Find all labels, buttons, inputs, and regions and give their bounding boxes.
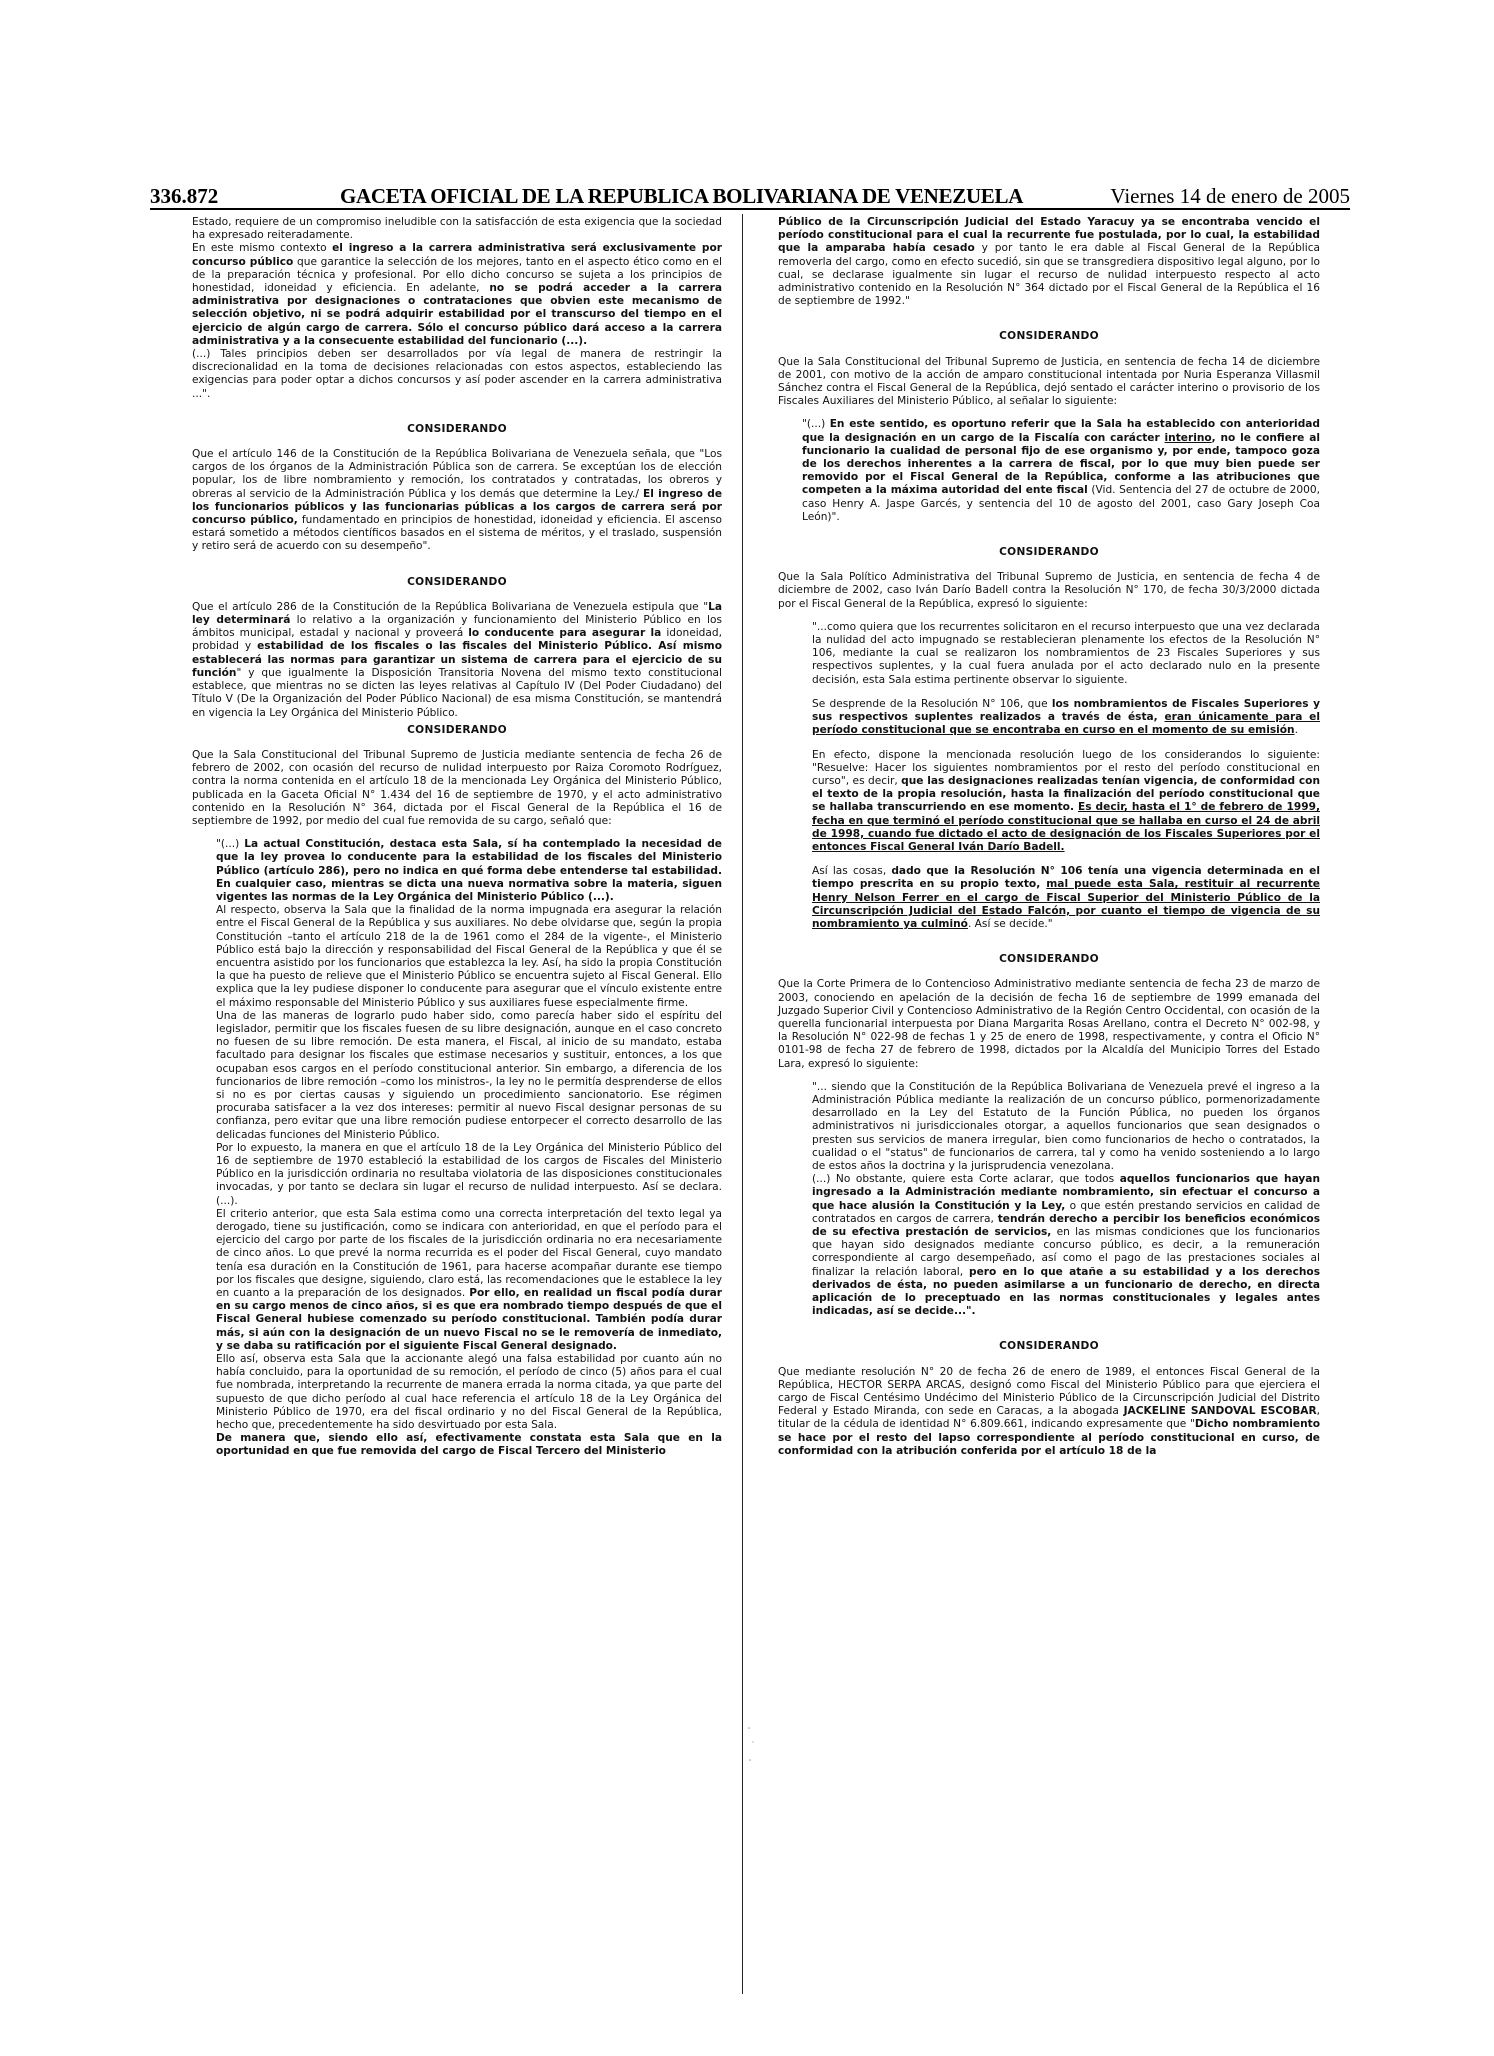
column-divider <box>742 214 743 1994</box>
considerando-heading: CONSIDERANDO <box>999 953 1099 966</box>
quote-paragraph: Por lo expuesto, la manera en que el artículo 18 de la Ley Orgánica del Ministerio Público del 16 de septiembre de 1970 estableció la estabilidad de los cargos de Fiscales del Ministerio Público en la jurisdicción ordinaria no resultaba violatoria de las disposiciones constitucionales invocadas, y por tanto se declara sin lugar el recurso de nulidad interpuesto. Así se declara. (...). <box>216 1141 722 1207</box>
paragraph: En este mismo contexto el ingreso a la carrera administrativa será exclusivamente por concurso público que garantice la selección de los mejores, tanto en el aspecto ético como en el de la preparación técnica y profesional. Por ello dicho concurso se sujeta a los principios de honestidad, idoneidad y eficiencia. En adelante, no se podrá acceder a la carrera administrativa por designaciones o contrataciones que obvien este mecanismo de selección objetivo, ni se podrá adquirir estabilidad por el transcurso del tiempo en el ejercicio de algún cargo de carrera. Sólo el concurso público dará acceso a la carrera administrativa y a la consecuente estabilidad del funcionario (...). <box>192 242 722 347</box>
paragraph: Que la Sala Constitucional del Tribunal Supremo de Justicia mediante sentencia de fecha 26 de febrero de 2002, con ocasión del recurso de nulidad interpuesto por Raiza Coromoto Rodríguez, contra la norma contenida en el artículo 18 de la mencionada Ley Orgánica del Ministerio Público, publicada en la Gaceta Oficial N° 1.434 del 16 de septiembre de 1970, y el acto administrativo contenido en la Resolución N° 364, dictada por el Fiscal General de la República el 16 de septiembre de 1992, por medio del cual fue removida de su cargo, señaló que: <box>192 748 722 827</box>
page-header <box>150 184 1350 210</box>
considerando-heading: CONSIDERANDO <box>407 422 507 435</box>
quoted-ruling <box>812 621 1320 931</box>
considerando-heading: CONSIDERANDO <box>999 546 1099 559</box>
quote-paragraph: En efecto, dispone la mencionada resolución luego de los considerandos lo siguiente: "Resuelve: Hacer los siguientes nombramientos por el resto del período constitucional en curso", es decir, que las designaciones realizadas tenían vigencia, de conformidad con el texto de la propia resolución, hasta la finalización del período constitucional que se hallaba transcurriendo en ese momento. Es decir, hasta el 1° de febrero de 1999, fecha en que terminó el período constitucional que se hallaba en curso el 24 de abril de 1998, cuando fue dictado el acto de designación de los Fiscales Superiores por el entonces Fiscal General Iván Darío Badell. <box>812 748 1320 853</box>
paragraph: Público de la Circunscripción Judicial del Estado Yaracuy ya se encontraba vencido el período constitucional para el cual la recurrente fue postulada, por lo cual, la estabilidad que la amparaba había cesado y por tanto le era dable al Fiscal General de la República removerla del cargo, como en efecto sucedió, sin que se transgrediera dispositivo legal alguno, por lo cual, se declarase igualmente sin lugar el recurso de nulidad interpuesto respecto al acto administrativo contenido en la Resolución N° 364 dictado por el Fiscal General de la República el 16 de septiembre de 1992." <box>778 216 1321 308</box>
quote-paragraph: "(...) En este sentido, es oportuno referir que la Sala ha establecido con anterioridad que la designación en un cargo de la Fiscalía con carácter interino, no le confiere al funcionario la cualidad de personal fijo de ese organismo y, por ende, tampoco goza de los derechos inherentes a la carrera de fiscal, por lo que muy bien puede ser removido por el Fiscal General de la República, conforme a las atribuciones que competen a la máxima autoridad del ente fiscal (Vid. Sentencia del 27 de octubre de 2000, caso Henry A. Jaspe Garcés, y sentencia del 10 de agosto del 2001, caso Gary Joseph Coa León)". <box>802 418 1321 523</box>
left-column <box>192 216 722 1459</box>
considerando-heading: CONSIDERANDO <box>407 575 507 588</box>
considerando-heading: CONSIDERANDO <box>999 1340 1099 1353</box>
header-rule <box>150 208 1350 210</box>
quote-paragraph: Al respecto, observa la Sala que la finalidad de la norma impugnada era asegurar la relación entre el Fiscal General de la República y sus auxiliares. No debe olvidarse que, según la propia Constitución –tanto el artículo 218 de la de 1961 como el 284 de la vigente-, el Ministerio Público está bajo la dirección y responsabilidad del Fiscal General de la República y que él se encuentra asistido por los funcionarios que establezca la ley. Así, ha sido la propia Constitución la que ha puesto de relieve que el Ministerio Público se encuentra sujeto al Fiscal General. Ello explica que la ley pudiese disponer lo conducente para asegurar que el vínculo existente entre el máximo responsable del Ministerio Público y sus auxiliares fuese especialmente firme. <box>216 904 722 1009</box>
quoted-ruling <box>802 418 1320 524</box>
quote-paragraph: Ello así, observa esta Sala que la accionante alegó una falsa estabilidad por cuanto aún no había concluido, para la oportunidad de su remoción, el período de cinco (5) años para el cual fue nombrada, interpretando la recurrente de manera errada la norma citada, ya que parte del supuesto de que dicho período al cual hace referencia el artículo 18 de la Ley Orgánica del Ministerio Público de 1970, era del fiscal ordinario y no del Fiscal General de la República, hecho que, precedentemente ha sido desvirtuado por esta Sala. <box>216 1353 722 1432</box>
paragraph: Estado, requiere de un compromiso ineludible con la satisfacción de esta exigencia que la sociedad ha expresado reiteradamente. <box>192 216 722 242</box>
issue-date: Viernes 14 de enero de 2005 <box>1110 184 1350 208</box>
quote-paragraph: De manera que, siendo ello así, efectivamente constata esta Sala que en la oportunidad en que fue removida del cargo de Fiscal Tercero del Ministerio <box>216 1432 722 1458</box>
quote-paragraph: "(...) La actual Constitución, destaca esta Sala, sí ha contemplado la necesidad de que la ley provea lo conducente para la estabilidad de los fiscales del Ministerio Público (artículo 286), pero no indica en qué forma debe entenderse tal estabilidad. En cualquier caso, mientras se dicta una nueva normativa sobre la materia, siguen vigentes las normas de la Ley Orgánica del Ministerio Público (...). <box>216 838 722 903</box>
quote-paragraph: Se desprende de la Resolución N° 106, que los nombramientos de Fiscales Superiores y sus respectivos suplentes realizados a través de ésta, eran únicamente para el período constitucional que se encontraba en curso en el momento de su emisión. <box>812 697 1321 737</box>
quote-paragraph: "...como quiera que los recurrentes solicitaron en el recurso interpuesto que una vez declarada la nulidad del acto impugnado se restablecieran plenamente los efectos de la Resolución N° 106, mediante la cual se realizaron los nombramientos de 23 Fiscales Superiores y sus respectivos suplentes, y la cual fuera anulada por el acto declarado nulo en la presente decisión, esta Sala estima pertinente observar lo siguiente. <box>812 620 1320 686</box>
paragraph: Que la Sala Político Administrativa del Tribunal Supremo de Justicia, en sentencia de fecha 4 de diciembre de 2002, caso Iván Darío Badell contra la Resolución N° 170, de fecha 30/3/2000 dictada por el Fiscal General de la República, expresó lo siguiente: <box>778 571 1320 610</box>
paragraph: (...) Tales principios deben ser desarrollados por vía legal de manera de restringir la discrecionalidad en la toma de decisiones relacionadas con estos aspectos, estableciendo las exigencias para poder optar a dichos concursos y así poder ascender en la carrera administrativa ...". <box>192 348 722 400</box>
quote-paragraph: (...) No obstante, quiere esta Corte aclarar, que todos aquellos funcionarios que hayan ingresado a la Administración mediante nombramiento, sin efectuar el concurso a que hace alusión la Constitución y la Ley, o que estén prestando servicios en calidad de contratados en cargos de carrera, tendrán derecho a percibir los beneficios económicos de su efectiva prestación de servicios, en las mismas condiciones que los funcionarios que hayan sido designados mediante concurso público, es decir, a la remuneración correspondiente al cargo desempeñado, así como el pago de las prestaciones sociales al finalizar la relación laboral, pero en lo que atañe a su estabilidad y a los derechos derivados de ésta, no pueden asimilarse a un funcionario de derecho, en directa aplicación de lo preceptuado en las normas constitucionales y legales antes indicadas, así se decide...". <box>812 1173 1320 1318</box>
scan-speck <box>745 1720 759 1780</box>
right-column <box>778 216 1320 1458</box>
considerando-heading: CONSIDERANDO <box>999 330 1099 343</box>
quoted-ruling <box>216 838 722 1459</box>
paragraph: Que el artículo 146 de la Constitución de la República Bolivariana de Venezuela señala, que "Los cargos de los órganos de la Administración Pública son de carrera. Se exceptúan los de elección popular, los de libre nombramiento y remoción, los contratados y contratadas, los obreros y obreras al servicio de la Administración Pública y los demás que determine la Ley./ El ingreso de los funcionarios públicos y las funcionarias públicas a los cargos de carrera será por concurso público, fundamentado en principios de honestidad, idoneidad y eficiencia. El ascenso estará sometido a métodos científicos basados en el sistema de méritos, y el traslado, suspensión y retiro será de acuerdo con su desempeño". <box>192 448 723 553</box>
paragraph: Que la Sala Constitucional del Tribunal Supremo de Justicia, en sentencia de fecha 14 de diciembre de 2001, con motivo de la acción de amparo constitucional intentada por Nuria Esperanza Villasmil Sánchez contra el Fiscal General de la República, dejó sentado el carácter interino o provisorio de los Fiscales Auxiliares del Ministerio Público, al señalar lo siguiente: <box>778 355 1320 408</box>
page-number: 336.872 <box>150 184 219 208</box>
quote-paragraph: "... siendo que la Constitución de la República Bolivariana de Venezuela prevé el ingreso a la Administración Pública mediante la realización de un concurso público, pormenorizadamente desarrollado en la Ley del Estatuto de la Función Pública, no pueden los órganos administrativos ni jurisdiccionales otorgar, a aquellos funcionarios que sean designados o presten sus servicios de manera irregular, bien como funcionarios de hecho o contratados, la cualidad o el "status" de funcionarios de carrera, tal y como ha venido sosteniendo a lo largo de estos años la doctrina y la jurisprudencia venezolana. <box>812 1080 1320 1172</box>
paragraph: Que la Corte Primera de lo Contencioso Administrativo mediante sentencia de fecha 23 de marzo de 2003, conociendo en apelación de la decisión de fecha 16 de septiembre de 1999 emanada del Juzgado Superior Civil y Contencioso Administrativo de la Región Centro Occidental, con ocasión de la querella funcionarial interpuesta por Diana Margarita Rosas Arellano, contra el Decreto N° 002-98, y la Resolución N° 022-98 de fechas 1 y 25 de enero de 1998, respectivamente, y contra el Oficio N° 0101-98 de fecha 27 de febrero de 1998, dictados por la Alcaldía del Municipio Torres del Estado Lara, expresó lo siguiente: <box>778 978 1320 1070</box>
considerando-heading: CONSIDERANDO <box>407 723 507 736</box>
quoted-ruling <box>812 1081 1320 1319</box>
paragraph: Que mediante resolución N° 20 de fecha 26 de enero de 1989, el entonces Fiscal General de la República, HECTOR SERPA ARCAS, designó como Fiscal del Ministerio Público para que ejerciera el cargo de Fiscal Centésimo Undécimo del Ministerio Público de la Circunscripción Judicial del Distrito Federal y Estado Miranda, con sede en Caracas, a la abogada JACKELINE SANDOVAL ESCOBAR, titular de la cédula de identidad N° 6.809.661, indicando expresamente que "Dicho nombramiento se hace por el resto del lapso correspondiente al período constitucional en curso, de conformidad con la atribución conferida por el artículo 18 de la <box>778 1365 1320 1457</box>
quote-paragraph: El criterio anterior, que esta Sala estima como una correcta interpretación del texto legal ya derogado, tiene su justificación, como se indicara con anterioridad, en que el período para el ejercicio del cargo por parte de los fiscales de la jurisdicción ordinaria no era necesariamente de cinco años. Lo que prevé la norma recurrida es el poder del Fiscal General, cuyo mandato tenía esa duración en la Constitución de 1961, para hacerse acompañar durante ese tiempo por los fiscales que designe, siguiendo, claro está, las recomendaciones que le establece la ley en cuanto a la preparación de los designados. Por ello, en realidad un fiscal podía durar en su cargo menos de cinco años, si es que era nombrado tiempo después de que el Fiscal General hubiese comenzado su período constitucional. También podía durar más, si aún con la designación de un nuevo Fiscal no se le removería de inmediato, y se daba su ratificación por el siguiente Fiscal General designado. <box>216 1207 722 1352</box>
quote-paragraph: Así las cosas, dado que la Resolución N° 106 tenía una vigencia determinada en el tiempo prescrita en su propio texto, mal puede esta Sala, restituir al recurrente Henry Nelson Ferrer en el cargo de Fiscal Superior del Ministerio Público de la Circunscripción Judicial del Estado Falcón, por cuanto el tiempo de vigencia de su nombramiento ya culminó. Así se decide." <box>812 865 1320 930</box>
paragraph: Que el artículo 286 de la Constitución de la República Bolivariana de Venezuela estipula que "La ley determinará lo relativo a la organización y funcionamiento del Ministerio Público en los ámbitos municipal, estadal y nacional y proveerá lo conducente para asegurar la idoneidad, probidad y estabilidad de los fiscales o las fiscales del Ministerio Público. Así mismo establecerá las normas para garantizar un sistema de carrera para el ejercicio de su función" y que igualmente la Disposición Transitoria Novena del mismo texto constitucional establece, que mientras no se dicten las leyes relativas al Capítulo IV (Del Poder Ciudadano) del Título V (De la Organización del Poder Público Nacional) de esa misma Constitución, se mantendrá en vigencia la Ley Orgánica del Ministerio Público. <box>192 600 722 719</box>
quote-paragraph: Una de las maneras de lograrlo pudo haber sido, como parecía haber sido el espíritu del legislador, permitir que los fiscales fuesen de su libre designación, aunque en el caso concreto no fuesen de su libre remoción. De esta manera, el Fiscal, al inicio de su mandato, estaba facultado para designar los fiscales que estimase necesarios y sustituir, entonces, a los que ocupaban esos cargos en el período constitucional anterior. Sin embargo, a diferencia de los funcionarios de libre remoción –como los ministros-, la ley no le permitía desprenderse de ellos si no es por ciertas causas y siguiendo un procedimiento sancionatorio. Ese régimen procuraba satisfacer a la vez dos intereses: permitir al nuevo Fiscal designar personas de su confianza, pero evitar que una libre remoción pudiese entorpecer el correcto desarrollo de las delicadas funciones del Ministerio Público. <box>216 1009 722 1141</box>
gazette-title: GACETA OFICIAL DE LA REPUBLICA BOLIVARIANA DE VENEZUELA <box>340 184 1024 208</box>
